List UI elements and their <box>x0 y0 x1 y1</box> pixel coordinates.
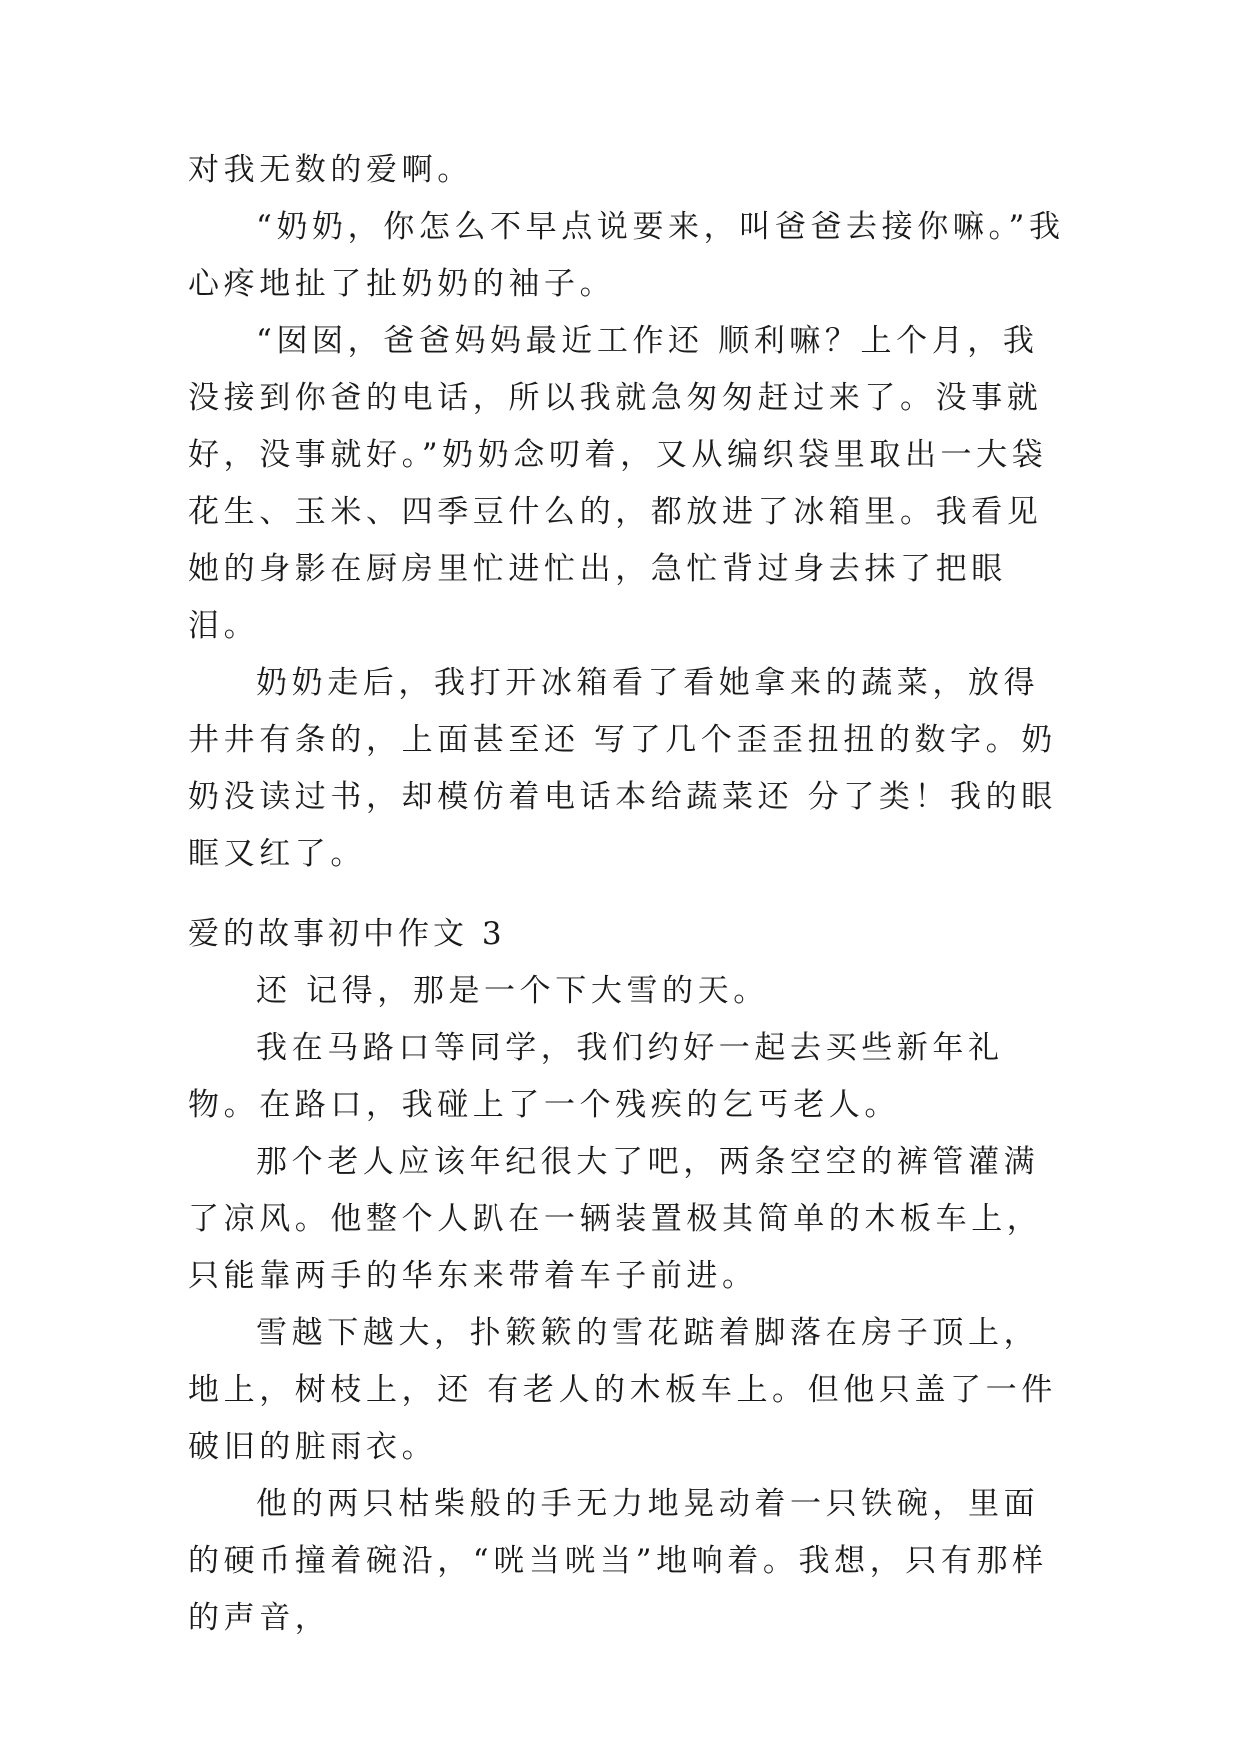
paragraph: 还 记得，那是一个下大雪的天。 <box>256 973 769 1009</box>
paragraph: “囡囡，爸爸妈妈最近工作还 顺利嘛？上个月，我没接到你爸的电话，所以我就急匆匆赶过来了。没事就好，没事就好。”奶奶念叨着，又从编织袋里取出一大袋花生、玉米、四季豆什么的，都放进了冰箱里。我看见她的身影在厨房里忙进忙出，急忙背过身去抹了把眼泪。 <box>188 323 1048 644</box>
paragraph: “奶奶，你怎么不早点说要来，叫爸爸去接你嘛。”我心疼地扯了扯奶奶的袖子。 <box>188 209 1065 302</box>
section-heading: 爱的故事初中作文 3 <box>188 916 506 952</box>
section-story-continued <box>188 142 1068 883</box>
paragraph: 那个老人应该年纪很大了吧，两条空空的裤管灌满了凉风。他整个人趴在一辆装置极其简单的木板车上，只能靠两手的华东来带着车子前进。 <box>188 1144 1043 1294</box>
paragraph: 他的两只枯柴般的手无力地晃动着一只铁碗，里面的硬币撞着碗沿，“咣当咣当”地响着。我想，只有那样的声音， <box>188 1486 1048 1636</box>
section-story-3 <box>188 906 1068 1647</box>
paragraph: 奶奶走后，我打开冰箱看了看她拿来的蔬菜，放得井井有条的，上面甚至还 写了几个歪歪扭扭的数字。奶奶没读过书，却模仿着电话本给蔬菜还 分了类！我的眼眶又红了。 <box>188 665 1057 872</box>
paragraph: 我在马路口等同学，我们约好一起去买些新年礼物。在路口，我碰上了一个残疾的乞丐老人。 <box>188 1030 1004 1123</box>
paragraph: 雪越下越大，扑簌簌的雪花踮着脚落在房子顶上，地上，树枝上，还 有老人的木板车上。但他只盖了一件破旧的脏雨衣。 <box>188 1315 1057 1465</box>
paragraph: 对我无数的爱啊。 <box>188 152 473 188</box>
